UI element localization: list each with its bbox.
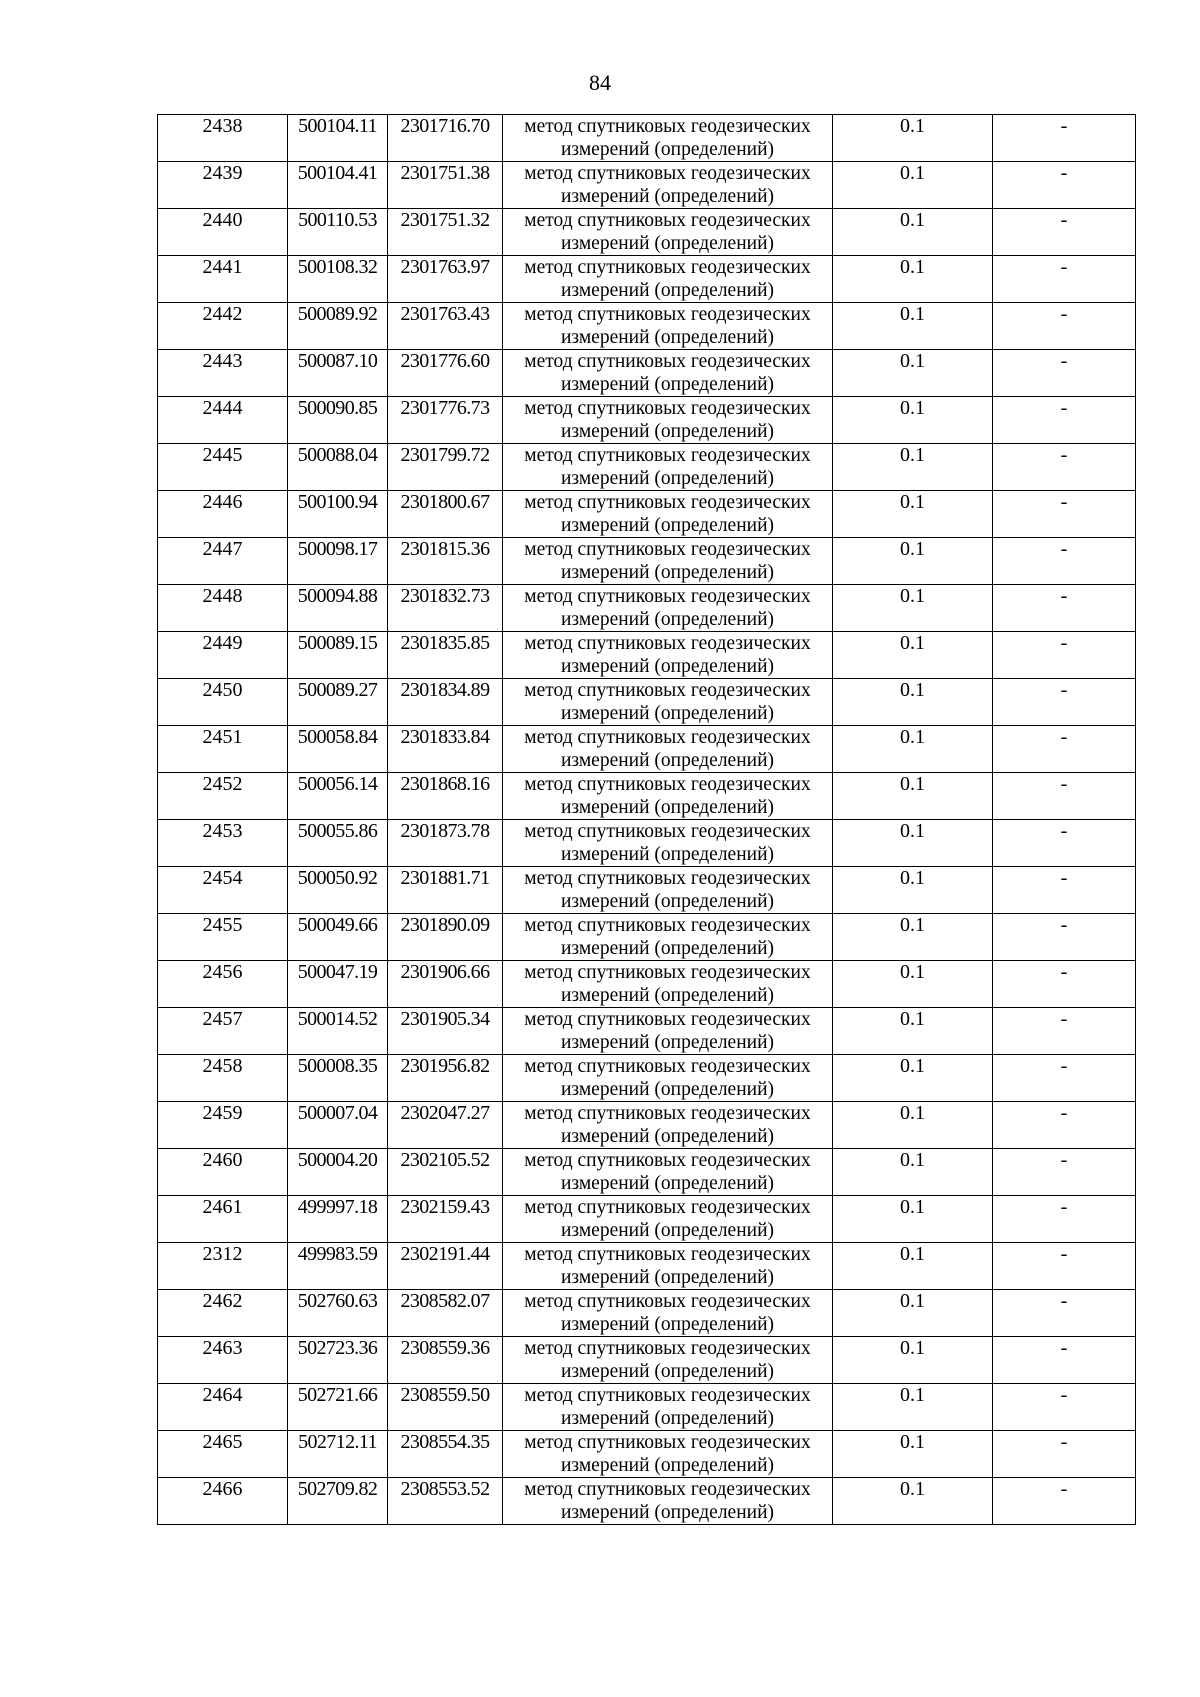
- accuracy-cell: 0.1: [833, 1149, 993, 1196]
- method-cell: [503, 1008, 833, 1055]
- method-line-2: измерений (определений): [560, 703, 775, 724]
- note-cell: -: [993, 820, 1136, 867]
- y-coordinate-cell: 2301890.09: [388, 914, 503, 961]
- y-coordinate-cell: 2301716.70: [388, 115, 503, 162]
- table-row: [158, 397, 1136, 444]
- method-cell: [503, 820, 833, 867]
- method-line-2: измерений (определений): [560, 1126, 775, 1147]
- accuracy-cell: 0.1: [833, 1384, 993, 1431]
- accuracy-cell: 0.1: [833, 1102, 993, 1149]
- method-line-1: метод спутниковых геодезических: [524, 586, 811, 607]
- method-line-2: измерений (определений): [560, 468, 775, 489]
- method-line-2: измерений (определений): [560, 797, 775, 818]
- method-line-1: метод спутниковых геодезических: [524, 680, 811, 701]
- accuracy-cell: 0.1: [833, 397, 993, 444]
- accuracy-cell: 0.1: [833, 256, 993, 303]
- y-coordinate-cell: 2301873.78: [388, 820, 503, 867]
- method-cell: [503, 303, 833, 350]
- x-coordinate-cell: 500014.52: [288, 1008, 388, 1055]
- method-line-1: метод спутниковых геодезических: [524, 821, 811, 842]
- note-cell: -: [993, 961, 1136, 1008]
- method-cell: [503, 1243, 833, 1290]
- y-coordinate-cell: 2301815.36: [388, 538, 503, 585]
- point-number-cell: 2438: [158, 115, 288, 162]
- method-cell: [503, 867, 833, 914]
- point-number-cell: 2458: [158, 1055, 288, 1102]
- table-row: [158, 162, 1136, 209]
- x-coordinate-cell: 500007.04: [288, 1102, 388, 1149]
- point-number-cell: 2457: [158, 1008, 288, 1055]
- point-number-cell: 2439: [158, 162, 288, 209]
- method-line-1: метод спутниковых геодезических: [524, 492, 811, 513]
- method-line-2: измерений (определений): [560, 1455, 775, 1476]
- accuracy-cell: 0.1: [833, 115, 993, 162]
- y-coordinate-cell: 2302047.27: [388, 1102, 503, 1149]
- method-line-2: измерений (определений): [560, 1361, 775, 1382]
- y-coordinate-cell: 2301834.89: [388, 679, 503, 726]
- method-line-2: измерений (определений): [560, 1079, 775, 1100]
- x-coordinate-cell: 502721.66: [288, 1384, 388, 1431]
- note-cell: -: [993, 491, 1136, 538]
- x-coordinate-cell: 499983.59: [288, 1243, 388, 1290]
- method-cell: [503, 1478, 833, 1525]
- table-row: [158, 1055, 1136, 1102]
- x-coordinate-cell: 502723.36: [288, 1337, 388, 1384]
- table-row: [158, 1243, 1136, 1290]
- y-coordinate-cell: 2301881.71: [388, 867, 503, 914]
- table-row: [158, 585, 1136, 632]
- method-cell: [503, 1149, 833, 1196]
- y-coordinate-cell: 2302191.44: [388, 1243, 503, 1290]
- point-number-cell: 2463: [158, 1337, 288, 1384]
- accuracy-cell: 0.1: [833, 538, 993, 585]
- method-cell: [503, 397, 833, 444]
- method-line-1: метод спутниковых геодезических: [524, 1056, 811, 1077]
- method-line-1: метод спутниковых геодезических: [524, 163, 811, 184]
- accuracy-cell: 0.1: [833, 1008, 993, 1055]
- method-line-1: метод спутниковых геодезических: [524, 633, 811, 654]
- x-coordinate-cell: 500047.19: [288, 961, 388, 1008]
- x-coordinate-cell: 500049.66: [288, 914, 388, 961]
- accuracy-cell: 0.1: [833, 585, 993, 632]
- method-cell: [503, 1102, 833, 1149]
- accuracy-cell: 0.1: [833, 773, 993, 820]
- x-coordinate-cell: 500055.86: [288, 820, 388, 867]
- note-cell: -: [993, 1196, 1136, 1243]
- point-number-cell: 2466: [158, 1478, 288, 1525]
- note-cell: -: [993, 1243, 1136, 1290]
- y-coordinate-cell: 2301835.85: [388, 632, 503, 679]
- method-cell: [503, 632, 833, 679]
- method-line-2: измерений (определений): [560, 1314, 775, 1335]
- method-line-1: метод спутниковых геодезических: [524, 962, 811, 983]
- note-cell: -: [993, 1055, 1136, 1102]
- method-cell: [503, 1290, 833, 1337]
- note-cell: -: [993, 1384, 1136, 1431]
- method-line-2: измерений (определений): [560, 233, 775, 254]
- method-line-1: метод спутниковых геодезических: [524, 351, 811, 372]
- note-cell: -: [993, 1290, 1136, 1337]
- method-line-2: измерений (определений): [560, 609, 775, 630]
- accuracy-cell: 0.1: [833, 726, 993, 773]
- note-cell: -: [993, 914, 1136, 961]
- note-cell: -: [993, 397, 1136, 444]
- y-coordinate-cell: 2301776.60: [388, 350, 503, 397]
- point-number-cell: 2451: [158, 726, 288, 773]
- table-row: [158, 726, 1136, 773]
- accuracy-cell: 0.1: [833, 350, 993, 397]
- x-coordinate-cell: 500089.92: [288, 303, 388, 350]
- x-coordinate-cell: 500089.15: [288, 632, 388, 679]
- method-line-1: метод спутниковых геодезических: [524, 727, 811, 748]
- method-line-2: измерений (определений): [560, 656, 775, 677]
- accuracy-cell: 0.1: [833, 444, 993, 491]
- method-cell: [503, 1055, 833, 1102]
- method-cell: [503, 961, 833, 1008]
- table-row: [158, 350, 1136, 397]
- table-row: [158, 209, 1136, 256]
- accuracy-cell: 0.1: [833, 632, 993, 679]
- note-cell: -: [993, 1008, 1136, 1055]
- method-line-1: метод спутниковых геодезических: [524, 210, 811, 231]
- point-number-cell: 2449: [158, 632, 288, 679]
- method-cell: [503, 914, 833, 961]
- x-coordinate-cell: 500094.88: [288, 585, 388, 632]
- point-number-cell: 2464: [158, 1384, 288, 1431]
- point-number-cell: 2453: [158, 820, 288, 867]
- table-row: [158, 1431, 1136, 1478]
- point-number-cell: 2452: [158, 773, 288, 820]
- method-line-2: измерений (определений): [560, 139, 775, 160]
- table-row: [158, 632, 1136, 679]
- method-line-1: метод спутниковых геодезических: [524, 1197, 811, 1218]
- method-line-1: метод спутниковых геодезических: [524, 1009, 811, 1030]
- point-number-cell: 2456: [158, 961, 288, 1008]
- method-line-2: измерений (определений): [560, 421, 775, 442]
- table-row: [158, 773, 1136, 820]
- x-coordinate-cell: 500087.10: [288, 350, 388, 397]
- method-cell: [503, 350, 833, 397]
- note-cell: -: [993, 115, 1136, 162]
- y-coordinate-cell: 2308554.35: [388, 1431, 503, 1478]
- table-row: [158, 538, 1136, 585]
- table-row: [158, 679, 1136, 726]
- method-cell: [503, 538, 833, 585]
- y-coordinate-cell: 2301776.73: [388, 397, 503, 444]
- y-coordinate-cell: 2308559.50: [388, 1384, 503, 1431]
- table-row: [158, 1102, 1136, 1149]
- method-line-2: измерений (определений): [560, 1267, 775, 1288]
- method-line-1: метод спутниковых геодезических: [524, 398, 811, 419]
- method-cell: [503, 1337, 833, 1384]
- table-row: [158, 1196, 1136, 1243]
- method-line-1: метод спутниковых геодезических: [524, 1244, 811, 1265]
- note-cell: -: [993, 256, 1136, 303]
- y-coordinate-cell: 2301751.32: [388, 209, 503, 256]
- accuracy-cell: 0.1: [833, 1431, 993, 1478]
- accuracy-cell: 0.1: [833, 820, 993, 867]
- note-cell: -: [993, 773, 1136, 820]
- note-cell: -: [993, 1431, 1136, 1478]
- method-line-2: измерений (определений): [560, 1032, 775, 1053]
- accuracy-cell: 0.1: [833, 961, 993, 1008]
- point-number-cell: 2455: [158, 914, 288, 961]
- accuracy-cell: 0.1: [833, 1055, 993, 1102]
- note-cell: -: [993, 162, 1136, 209]
- accuracy-cell: 0.1: [833, 491, 993, 538]
- x-coordinate-cell: 500098.17: [288, 538, 388, 585]
- note-cell: -: [993, 444, 1136, 491]
- y-coordinate-cell: 2301905.34: [388, 1008, 503, 1055]
- accuracy-cell: 0.1: [833, 303, 993, 350]
- method-cell: [503, 1431, 833, 1478]
- note-cell: -: [993, 1478, 1136, 1525]
- point-number-cell: 2446: [158, 491, 288, 538]
- table-row: [158, 1384, 1136, 1431]
- x-coordinate-cell: 499997.18: [288, 1196, 388, 1243]
- method-line-1: метод спутниковых геодезических: [524, 257, 811, 278]
- note-cell: -: [993, 538, 1136, 585]
- x-coordinate-cell: 500058.84: [288, 726, 388, 773]
- y-coordinate-cell: 2308559.36: [388, 1337, 503, 1384]
- method-line-1: метод спутниковых геодезических: [524, 445, 811, 466]
- method-line-2: измерений (определений): [560, 280, 775, 301]
- accuracy-cell: 0.1: [833, 1478, 993, 1525]
- point-number-cell: 2461: [158, 1196, 288, 1243]
- note-cell: -: [993, 679, 1136, 726]
- point-number-cell: 2448: [158, 585, 288, 632]
- point-number-cell: 2444: [158, 397, 288, 444]
- x-coordinate-cell: 502712.11: [288, 1431, 388, 1478]
- method-line-2: измерений (определений): [560, 985, 775, 1006]
- y-coordinate-cell: 2301956.82: [388, 1055, 503, 1102]
- accuracy-cell: 0.1: [833, 162, 993, 209]
- accuracy-cell: 0.1: [833, 679, 993, 726]
- method-line-1: метод спутниковых геодезических: [524, 116, 811, 137]
- accuracy-cell: 0.1: [833, 1290, 993, 1337]
- point-number-cell: 2460: [158, 1149, 288, 1196]
- x-coordinate-cell: 500090.85: [288, 397, 388, 444]
- point-number-cell: 2312: [158, 1243, 288, 1290]
- method-cell: [503, 726, 833, 773]
- method-line-2: измерений (определений): [560, 374, 775, 395]
- coordinates-table: [157, 114, 1136, 1525]
- table-row: [158, 303, 1136, 350]
- method-line-2: измерений (определений): [560, 750, 775, 771]
- method-cell: [503, 773, 833, 820]
- table-row: [158, 961, 1136, 1008]
- x-coordinate-cell: 500004.20: [288, 1149, 388, 1196]
- accuracy-cell: 0.1: [833, 1196, 993, 1243]
- method-line-2: измерений (определений): [560, 1408, 775, 1429]
- note-cell: -: [993, 867, 1136, 914]
- point-number-cell: 2450: [158, 679, 288, 726]
- method-line-1: метод спутниковых геодезических: [524, 539, 811, 560]
- y-coordinate-cell: 2301799.72: [388, 444, 503, 491]
- note-cell: -: [993, 1102, 1136, 1149]
- method-cell: [503, 444, 833, 491]
- method-cell: [503, 679, 833, 726]
- x-coordinate-cell: 500050.92: [288, 867, 388, 914]
- method-line-2: измерений (определений): [560, 1502, 775, 1523]
- method-line-2: измерений (определений): [560, 515, 775, 536]
- point-number-cell: 2440: [158, 209, 288, 256]
- method-line-2: измерений (определений): [560, 891, 775, 912]
- point-number-cell: 2459: [158, 1102, 288, 1149]
- method-line-1: метод спутниковых геодезических: [524, 1385, 811, 1406]
- accuracy-cell: 0.1: [833, 1243, 993, 1290]
- y-coordinate-cell: 2301800.67: [388, 491, 503, 538]
- method-line-1: метод спутниковых геодезических: [524, 915, 811, 936]
- y-coordinate-cell: 2301763.43: [388, 303, 503, 350]
- table-row: [158, 444, 1136, 491]
- table-row: [158, 1337, 1136, 1384]
- point-number-cell: 2447: [158, 538, 288, 585]
- y-coordinate-cell: 2301868.16: [388, 773, 503, 820]
- y-coordinate-cell: 2301832.73: [388, 585, 503, 632]
- method-line-1: метод спутниковых геодезических: [524, 304, 811, 325]
- method-line-1: метод спутниковых геодезических: [524, 1432, 811, 1453]
- note-cell: -: [993, 585, 1136, 632]
- point-number-cell: 2441: [158, 256, 288, 303]
- method-line-1: метод спутниковых геодезических: [524, 868, 811, 889]
- x-coordinate-cell: 500104.11: [288, 115, 388, 162]
- table-row: [158, 115, 1136, 162]
- table-row: [158, 867, 1136, 914]
- method-line-2: измерений (определений): [560, 938, 775, 959]
- table-row: [158, 491, 1136, 538]
- method-line-1: метод спутниковых геодезических: [524, 1150, 811, 1171]
- method-line-2: измерений (определений): [560, 562, 775, 583]
- method-line-2: измерений (определений): [560, 327, 775, 348]
- x-coordinate-cell: 500100.94: [288, 491, 388, 538]
- method-line-1: метод спутниковых геодезических: [524, 1479, 811, 1500]
- x-coordinate-cell: 500108.32: [288, 256, 388, 303]
- table-row: [158, 1478, 1136, 1525]
- method-line-2: измерений (определений): [560, 1220, 775, 1241]
- y-coordinate-cell: 2301906.66: [388, 961, 503, 1008]
- y-coordinate-cell: 2301833.84: [388, 726, 503, 773]
- table-row: [158, 1290, 1136, 1337]
- y-coordinate-cell: 2308582.07: [388, 1290, 503, 1337]
- point-number-cell: 2442: [158, 303, 288, 350]
- method-cell: [503, 585, 833, 632]
- method-cell: [503, 115, 833, 162]
- point-number-cell: 2454: [158, 867, 288, 914]
- point-number-cell: 2443: [158, 350, 288, 397]
- y-coordinate-cell: 2302105.52: [388, 1149, 503, 1196]
- table-row: [158, 914, 1136, 961]
- table-row: [158, 820, 1136, 867]
- method-line-1: метод спутниковых геодезических: [524, 774, 811, 795]
- page-number: 84: [589, 70, 611, 95]
- note-cell: -: [993, 1337, 1136, 1384]
- x-coordinate-cell: 500089.27: [288, 679, 388, 726]
- y-coordinate-cell: 2308553.52: [388, 1478, 503, 1525]
- x-coordinate-cell: 500104.41: [288, 162, 388, 209]
- method-cell: [503, 1196, 833, 1243]
- x-coordinate-cell: 500008.35: [288, 1055, 388, 1102]
- method-cell: [503, 1384, 833, 1431]
- point-number-cell: 2445: [158, 444, 288, 491]
- x-coordinate-cell: 500088.04: [288, 444, 388, 491]
- x-coordinate-cell: 502709.82: [288, 1478, 388, 1525]
- note-cell: -: [993, 350, 1136, 397]
- note-cell: -: [993, 1149, 1136, 1196]
- coordinates-table-body: [158, 115, 1136, 1525]
- method-line-1: метод спутниковых геодезических: [524, 1103, 811, 1124]
- method-cell: [503, 209, 833, 256]
- note-cell: -: [993, 632, 1136, 679]
- x-coordinate-cell: 500110.53: [288, 209, 388, 256]
- y-coordinate-cell: 2301763.97: [388, 256, 503, 303]
- table-row: [158, 256, 1136, 303]
- method-line-2: измерений (определений): [560, 1173, 775, 1194]
- point-number-cell: 2465: [158, 1431, 288, 1478]
- method-line-2: измерений (определений): [560, 844, 775, 865]
- point-number-cell: 2462: [158, 1290, 288, 1337]
- y-coordinate-cell: 2302159.43: [388, 1196, 503, 1243]
- accuracy-cell: 0.1: [833, 914, 993, 961]
- method-cell: [503, 162, 833, 209]
- accuracy-cell: 0.1: [833, 209, 993, 256]
- note-cell: -: [993, 209, 1136, 256]
- accuracy-cell: 0.1: [833, 1337, 993, 1384]
- table-row: [158, 1149, 1136, 1196]
- table-row: [158, 1008, 1136, 1055]
- x-coordinate-cell: 500056.14: [288, 773, 388, 820]
- method-line-1: метод спутниковых геодезических: [524, 1291, 811, 1312]
- method-cell: [503, 491, 833, 538]
- y-coordinate-cell: 2301751.38: [388, 162, 503, 209]
- method-line-2: измерений (определений): [560, 186, 775, 207]
- method-line-1: метод спутниковых геодезических: [524, 1338, 811, 1359]
- accuracy-cell: 0.1: [833, 867, 993, 914]
- x-coordinate-cell: 502760.63: [288, 1290, 388, 1337]
- method-cell: [503, 256, 833, 303]
- note-cell: -: [993, 726, 1136, 773]
- note-cell: -: [993, 303, 1136, 350]
